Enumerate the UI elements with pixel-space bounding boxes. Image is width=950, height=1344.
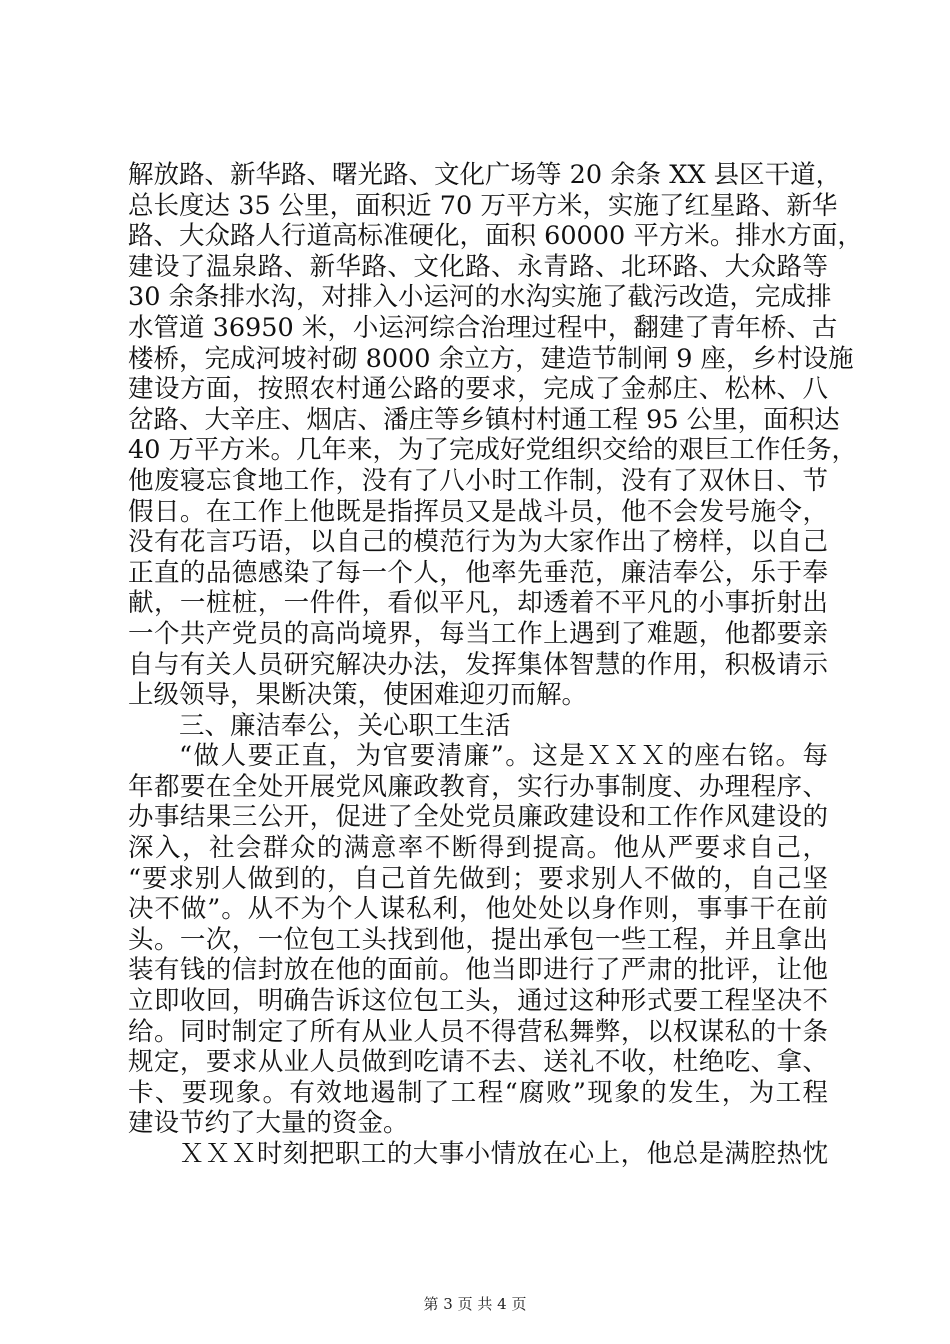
text-line: 年都要在全处开展党风廉政教育，实行办事制度、办理程序、 [128, 771, 828, 802]
document-body [128, 160, 863, 1170]
text-line: 自与有关人员研究解决办法，发挥集体智慧的作用，积极请示 [128, 649, 828, 680]
text-line: 正直的品德感染了每一个人，他率先垂范，廉洁奉公，乐于奉 [128, 557, 828, 588]
page-footer: 第 3 页 共 4 页 [423, 1295, 527, 1313]
text-line: 上级领导，果断决策，使困难迎刃而解。 [128, 680, 588, 711]
text-line: 40 万平方米。几年来，为了完成好党组织交给的艰巨工作任务， [128, 435, 858, 466]
text-line: 30 余条排水沟，对排入小运河的水沟实施了截污改造，完成排 [128, 282, 832, 313]
text-line: 总长度达 35 公里，面积近 70 万平方米，实施了红星路、新华 [128, 190, 838, 221]
text-line: “做人要正直，为官要清廉”。这是ＸＸＸ的座右铭。每 [179, 741, 828, 772]
text-line: 办事结果三公开，促进了全处党员廉政建设和工作作风建设的 [128, 802, 828, 833]
text-line: 路、大众路人行道高标准硬化，面积 60000 平方米。排水方面， [128, 221, 863, 252]
text-line: 没有花言巧语，以自己的模范行为为大家作出了榜样，以自己 [128, 527, 828, 558]
text-line: ＸＸＸ时刻把职工的大事小情放在心上，他总是满腔热忱 [179, 1139, 828, 1169]
text-line: 假日。在工作上他既是指挥员又是战斗员，他不会发号施令， [128, 496, 828, 527]
text-line: 一个共产党员的高尚境界，每当工作上遇到了难题，他都要亲 [128, 618, 828, 649]
text-line: 决不做”。从不为个人谋私利，他处处以身作则，事事干在前 [128, 894, 828, 925]
text-line: 建设方面，按照农村通公路的要求，完成了金郝庄、松林、八 [128, 374, 828, 405]
text-line: 卡、要现象。有效地遏制了工程“腐败”现象的发生，为工程 [128, 1077, 828, 1108]
text-line: 建设节约了大量的资金。 [128, 1108, 409, 1139]
text-line: 楼桥，完成河坡衬砌 8000 余立方，建造节制闸 9 座，乡村设施 [128, 343, 854, 374]
text-line: 深入，社会群众的满意率不断得到提高。他从严要求自己， [128, 833, 828, 864]
text-line: 给。同时制定了所有从业人员不得营私舞弊，以权谋私的十条 [128, 1016, 828, 1047]
text-line: 规定，要求从业人员做到吃请不去、送礼不收，杜绝吃、拿、 [128, 1047, 828, 1078]
text-line: 水管道 36950 米，小运河综合治理过程中，翻建了青年桥、古 [128, 312, 838, 343]
section-heading: 三、廉洁奉公，关心职工生活 [179, 710, 511, 741]
text-line: 装有钱的信封放在他的面前。他当即进行了严肃的批评，让他 [128, 955, 828, 986]
text-line: 他废寝忘食地工作，没有了八小时工作制，没有了双休日、节 [128, 465, 828, 496]
text-line: 解放路、新华路、曙光路、文化广场等 20 余条 XX 县区干道， [128, 160, 842, 190]
text-line: 献，一桩桩，一件件，看似平凡，却透着不平凡的小事折射出 [128, 588, 828, 619]
text-line: 建设了温泉路、新华路、文化路、永青路、北环路、大众路等 [128, 251, 828, 282]
text-line: 岔路、大辛庄、烟店、潘庄等乡镇村村通工程 95 公里，面积达 [128, 404, 840, 435]
text-line: “要求别人做到的，自己首先做到；要求别人不做的，自己坚 [128, 863, 828, 894]
text-line: 头。一次，一位包工头找到他，提出承包一些工程，并且拿出 [128, 924, 828, 955]
text-line: 立即收回，明确告诉这位包工头，通过这种形式要工程坚决不 [128, 986, 828, 1017]
